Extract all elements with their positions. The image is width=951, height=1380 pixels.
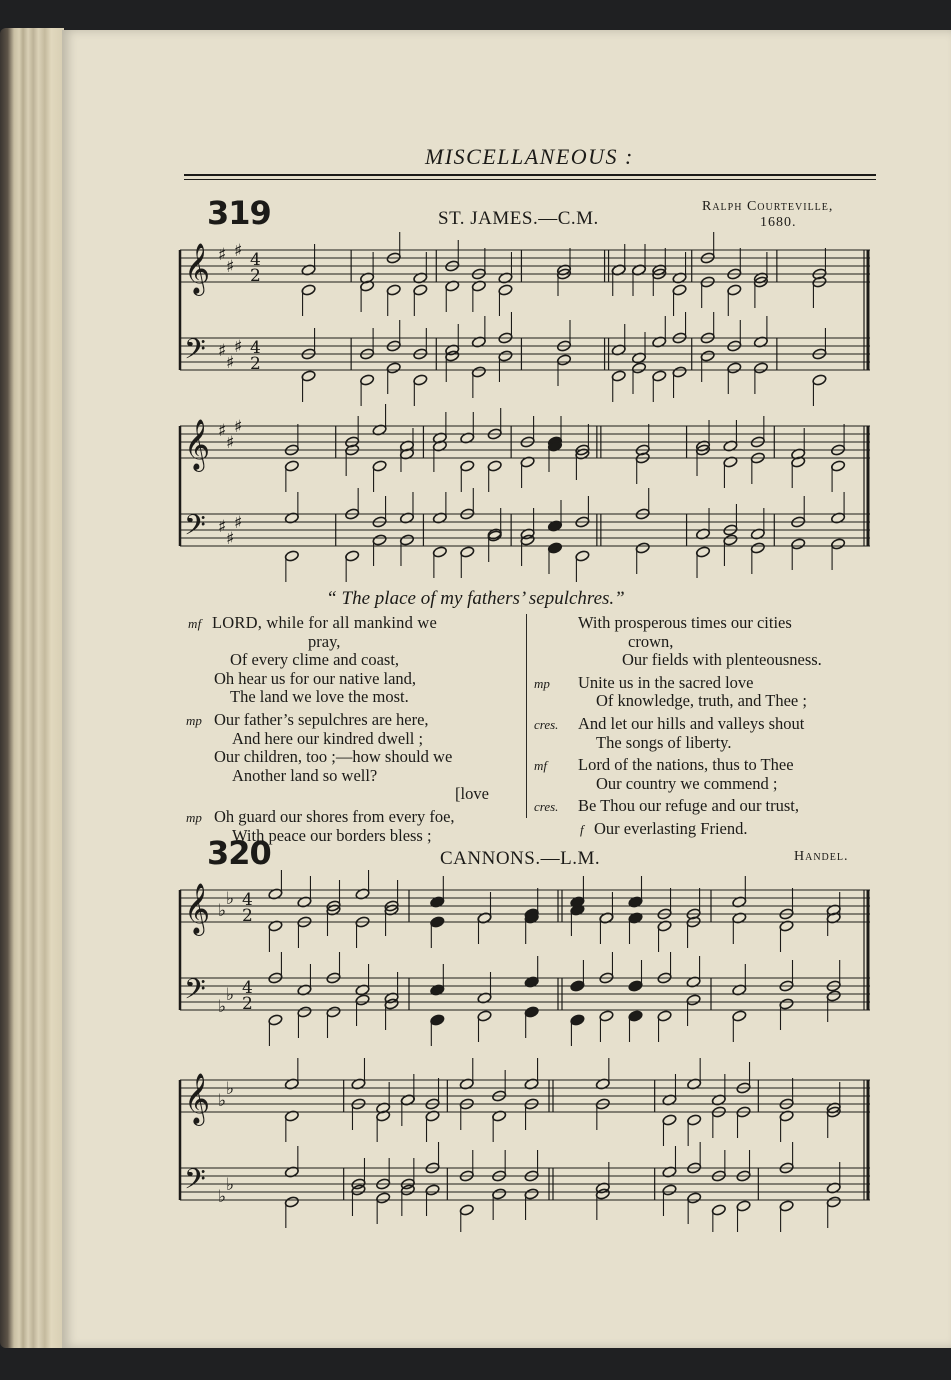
note-head — [471, 366, 486, 378]
stanza — [190, 614, 516, 707]
hymn-text-left-column — [186, 613, 516, 849]
note-head — [723, 534, 738, 546]
note-head — [477, 1010, 492, 1022]
note-head — [635, 542, 650, 554]
time-signature: 2 — [242, 906, 253, 926]
stanza — [536, 820, 878, 839]
flat-sign: ♭ — [218, 997, 227, 1017]
flat-sign: ♭ — [226, 1079, 235, 1099]
note-head — [831, 460, 846, 472]
hymn-epigraph: “ The place of my fathers’ sepulchres.” — [326, 588, 625, 609]
time-signature: 4 — [250, 250, 261, 270]
note-head — [779, 1200, 794, 1212]
tune-name-319: ST. JAMES.—C.M. — [438, 208, 599, 229]
note-head — [570, 1014, 585, 1026]
note-head — [284, 460, 299, 472]
note-head — [372, 534, 387, 546]
note-head — [524, 1188, 539, 1200]
verse-line: LORD, while for all mankind we mf — [188, 613, 438, 632]
hymn-number-319: 319 — [207, 194, 271, 232]
note-head — [372, 460, 387, 472]
note-head — [460, 460, 475, 472]
note-head — [750, 542, 765, 554]
note-head — [687, 1192, 702, 1204]
verse-line: The land we love the most. — [230, 687, 409, 707]
note-head — [492, 1188, 507, 1200]
sharp-sign: ♯ — [226, 257, 235, 277]
flat-sign: ♭ — [218, 1091, 227, 1111]
note-head — [732, 1010, 747, 1022]
note-head — [628, 1010, 643, 1022]
flat-sign: ♭ — [218, 1187, 227, 1207]
note-head — [556, 354, 571, 366]
note-head — [400, 1184, 415, 1196]
sharp-sign: ♯ — [234, 417, 243, 437]
note-head — [711, 1204, 726, 1216]
verse-line: Lord of the nations, thus to Thee mf — [534, 755, 794, 775]
note-head — [652, 370, 667, 382]
verse-line: With peace our borders bless ; — [232, 825, 432, 845]
note-head — [727, 362, 742, 374]
note-head — [284, 1196, 299, 1208]
stanza — [536, 756, 878, 793]
note-head — [386, 362, 401, 374]
music-score-319 — [176, 232, 878, 584]
note-head — [570, 980, 585, 992]
bass-clef: 𝄢 — [184, 1163, 206, 1203]
dynamic-marking: mp — [186, 809, 202, 825]
dynamic-marking: mf — [534, 758, 547, 774]
verse-line: With prosperous times our cities — [578, 613, 792, 632]
treble-clef: 𝄞 — [184, 1073, 211, 1124]
note-head — [399, 534, 414, 546]
note-head — [459, 1204, 474, 1216]
verse-line: Our father’s sepulchres are here, mp — [186, 709, 429, 729]
flat-sign: ♭ — [226, 889, 235, 909]
time-signature: 4 — [242, 978, 253, 998]
verse-line: Another land so well? — [232, 765, 378, 785]
verse-line: And here our kindred dwell ; — [232, 728, 424, 748]
time-signature: 2 — [250, 266, 261, 286]
note-head — [360, 374, 375, 386]
note-head — [520, 534, 535, 546]
dynamic-marking: mp — [534, 675, 550, 691]
note-head — [351, 1184, 366, 1196]
stanza — [536, 797, 878, 816]
sharp-sign: ♯ — [234, 241, 243, 261]
verse-line: pray, — [308, 631, 341, 651]
note-head — [498, 350, 513, 362]
note-head — [700, 350, 715, 362]
verse-line: Our fields with plenteousness. — [622, 650, 822, 670]
stanza — [536, 674, 878, 711]
verse-line: Of knowledge, truth, and Thee ; — [596, 691, 807, 711]
note-head — [301, 284, 316, 296]
time-signature: 2 — [242, 994, 253, 1014]
hymn-text-right-column — [536, 614, 878, 843]
verse-line: Our children, too ;—how should we — [214, 747, 453, 767]
note-head — [611, 370, 626, 382]
sharp-sign: ♯ — [226, 433, 235, 453]
note-head — [662, 1184, 677, 1196]
running-head: MISCELLANEOUS : — [425, 144, 634, 169]
note-head — [268, 1014, 283, 1026]
note-head — [686, 994, 701, 1006]
hymn-number-320: 320 — [207, 834, 271, 872]
note-head — [672, 366, 687, 378]
sharp-sign: ♯ — [218, 421, 227, 441]
sharp-sign: ♯ — [226, 529, 235, 549]
time-signature: 4 — [242, 890, 253, 910]
dynamic-marking: cres. — [534, 716, 559, 732]
note-head — [547, 542, 562, 554]
note-head — [430, 1014, 445, 1026]
note-head — [779, 998, 794, 1010]
verse-line: Oh guard our shores from every foe, mp — [186, 806, 455, 826]
sharp-sign: ♯ — [234, 513, 243, 533]
note-head — [425, 1184, 440, 1196]
note-head — [384, 998, 399, 1010]
flat-sign: ♭ — [226, 985, 235, 1005]
verse-line: Of every clime and coast, — [230, 650, 400, 670]
note-head — [432, 546, 447, 558]
dynamic-marking: cres. — [534, 799, 559, 815]
book-page-edges — [0, 28, 64, 1348]
note-head — [727, 284, 742, 296]
note-head — [695, 546, 710, 558]
note-head — [524, 1006, 539, 1018]
verse-line: Our country we commend ; — [596, 773, 778, 793]
dynamic-marking: f — [580, 821, 584, 837]
note-head — [826, 1196, 841, 1208]
verse-line: Our everlasting Friend. f — [580, 818, 748, 838]
music-score-320 — [176, 870, 878, 1232]
verse-line: Be Thou our refuge and our trust, cres. — [534, 796, 800, 816]
note-head — [628, 980, 643, 992]
bass-clef: 𝄢 — [184, 333, 206, 373]
note-head — [812, 374, 827, 386]
note-head — [831, 538, 846, 550]
sharp-sign: ♯ — [218, 245, 227, 265]
column-divider — [526, 614, 527, 818]
note-head — [355, 994, 370, 1006]
note-head — [595, 1188, 610, 1200]
note-head — [687, 1114, 702, 1126]
header-rule-thin — [184, 179, 876, 180]
verse-line: [love — [455, 784, 489, 804]
sharp-sign: ♯ — [234, 337, 243, 357]
note-head — [460, 546, 475, 558]
note-head — [345, 550, 360, 562]
note-head — [498, 284, 513, 296]
note-head — [826, 990, 841, 1002]
note-head — [386, 284, 401, 296]
note-head — [599, 1010, 614, 1022]
note-head — [672, 284, 687, 296]
note-head — [297, 1006, 312, 1018]
bass-clef: 𝄢 — [184, 509, 206, 549]
time-signature: 4 — [250, 338, 261, 358]
note-head — [791, 538, 806, 550]
note-head — [413, 374, 428, 386]
note-head — [445, 350, 460, 362]
note-head — [736, 1200, 751, 1212]
tune-name-320: CANNONS.—L.M. — [440, 848, 601, 869]
verse-line: And let our hills and valleys shout cres. — [534, 713, 805, 733]
verse-line: The songs of liberty. — [596, 732, 732, 752]
note-head — [662, 1114, 677, 1126]
note-head — [284, 550, 299, 562]
composer-name-319: Ralph Courteville, — [702, 199, 834, 214]
composer-year-319: 1680. — [760, 215, 797, 230]
sharp-sign: ♯ — [218, 517, 227, 537]
composer-name-320: Handel. — [794, 849, 849, 864]
note-head — [487, 460, 502, 472]
note-head — [430, 916, 445, 928]
time-signature: 2 — [250, 354, 261, 374]
dynamic-marking: mp — [186, 712, 202, 728]
note-head — [376, 1192, 391, 1204]
note-head — [657, 1010, 672, 1022]
note-head — [413, 284, 428, 296]
verse-line: Oh hear us for our native land, — [214, 668, 417, 688]
stanza — [186, 709, 516, 804]
note-head — [753, 362, 768, 374]
verse-line: Unite us in the sacred love mp — [534, 672, 754, 692]
dynamic-marking: mf — [188, 616, 202, 631]
verse-line: crown, — [628, 631, 674, 651]
header-rule — [184, 174, 876, 176]
sharp-sign: ♯ — [218, 341, 227, 361]
flat-sign: ♭ — [218, 901, 227, 921]
note-head — [631, 362, 646, 374]
flat-sign: ♭ — [226, 1175, 235, 1195]
treble-clef: 𝄞 — [184, 883, 211, 934]
note-head — [301, 370, 316, 382]
bass-clef: 𝄢 — [184, 973, 206, 1013]
stanza — [536, 715, 878, 752]
treble-clef: 𝄞 — [184, 419, 211, 470]
sharp-sign: ♯ — [226, 353, 235, 373]
treble-clef: 𝄞 — [184, 243, 211, 294]
note-head — [326, 1006, 341, 1018]
note-head — [575, 550, 590, 562]
stanza — [536, 614, 878, 670]
